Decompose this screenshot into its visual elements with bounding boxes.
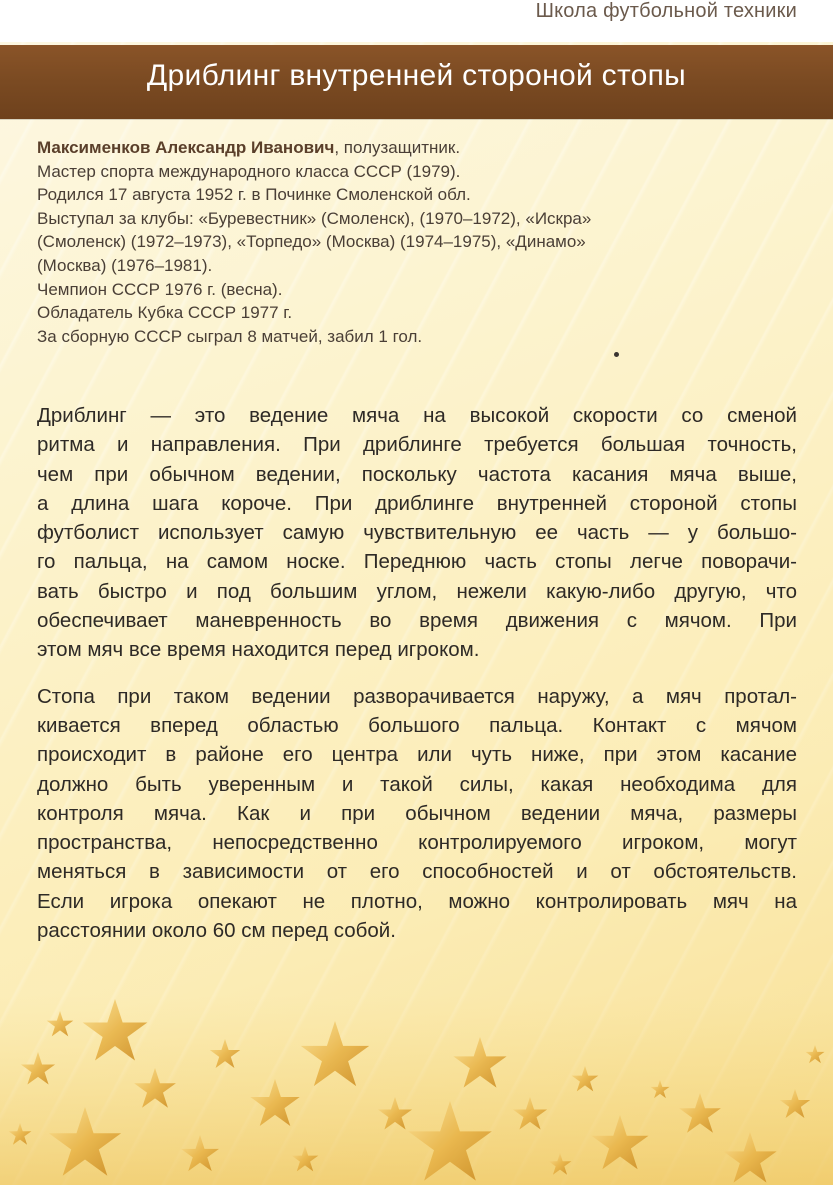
bio-line: Мастер спорта международного класса СССР (1979). — [37, 161, 461, 181]
text-line: футболист использует самую чувствительную ее часть — у большо- — [37, 521, 797, 545]
text-line: меняться в зависимости от его способностей и от обстоятельств. — [37, 860, 797, 884]
bio-line: (Москва) (1976–1981). — [37, 255, 213, 275]
bio-line: За сборную СССР сыграл 8 матчей, забил 1 гол. — [37, 326, 423, 346]
paragraph-2 — [37, 682, 797, 946]
page-title: Дриблинг внутренней стороной стопы — [146, 59, 687, 92]
bio-line: Чемпион СССР 1976 г. (весна). — [37, 279, 283, 299]
text-line: чем при обычном ведении, поскольку частота касания мяча выше, — [37, 462, 797, 486]
section-header: Школа футбольной техники — [535, 0, 797, 22]
text-line: вать быстро и под большим углом, нежели какую-либо другую, что — [37, 579, 797, 603]
text-line: пространства, непосредственно контролируемого игроком, могут — [37, 831, 797, 855]
paragraph-1 — [37, 401, 797, 665]
text-line: Если игрока опекают не плотно, можно контролировать мяч на — [37, 889, 797, 913]
title-bar — [0, 45, 833, 119]
text-line: а длина шага короче. При дриблинге внутренней стороной стопы — [37, 491, 797, 515]
text-line: происходит в районе его центра или чуть ниже, при этом касание — [37, 743, 797, 767]
player-position: , полузащитник. — [334, 138, 461, 157]
article-body — [37, 401, 797, 962]
text-line: Стопа при таком ведении разворачивается наружу, а мяч протал- — [37, 684, 797, 708]
bio-line: Родился 17 августа 1952 г. в Починке Смоленской обл. — [37, 185, 471, 205]
text-line: контроля мяча. Как и при обычном ведении мяча, размеры — [37, 801, 797, 825]
text-line: обеспечивает маневренность во время движения с мячом. При — [37, 609, 797, 633]
text-line: ритма и направления. При дриблинге требуется большая точность, — [37, 433, 797, 457]
bio-name-line — [37, 136, 777, 160]
player-name: Максименков Александр Иванович — [37, 138, 335, 157]
player-bio — [37, 136, 777, 348]
text-line: должно быть уверенным и такой силы, какая необходима для — [37, 772, 797, 796]
print-speck — [614, 352, 619, 357]
bio-line: Выступал за клубы: «Буревестник» (Смоленск), (1970–1972), «Искра» — [37, 208, 592, 228]
text-line: этом мяч все время находится перед игроком. — [37, 638, 480, 662]
text-line: кивается вперед областью большого пальца. Контакт с мячом — [37, 713, 797, 737]
decorative-stars — [0, 995, 833, 1185]
text-line: расстоянии около 60 см перед собой. — [37, 919, 396, 943]
text-line: Дриблинг — это ведение мяча на высокой скорости со сменой — [37, 404, 797, 427]
bio-line: Обладатель Кубка СССР 1977 г. — [37, 303, 293, 323]
bio-line: (Смоленск) (1972–1973), «Торпедо» (Москва) (1974–1975), «Динамо» — [37, 232, 586, 252]
text-line: го пальца, на самом носке. Переднюю часть стопы легче поворачи- — [37, 550, 797, 574]
